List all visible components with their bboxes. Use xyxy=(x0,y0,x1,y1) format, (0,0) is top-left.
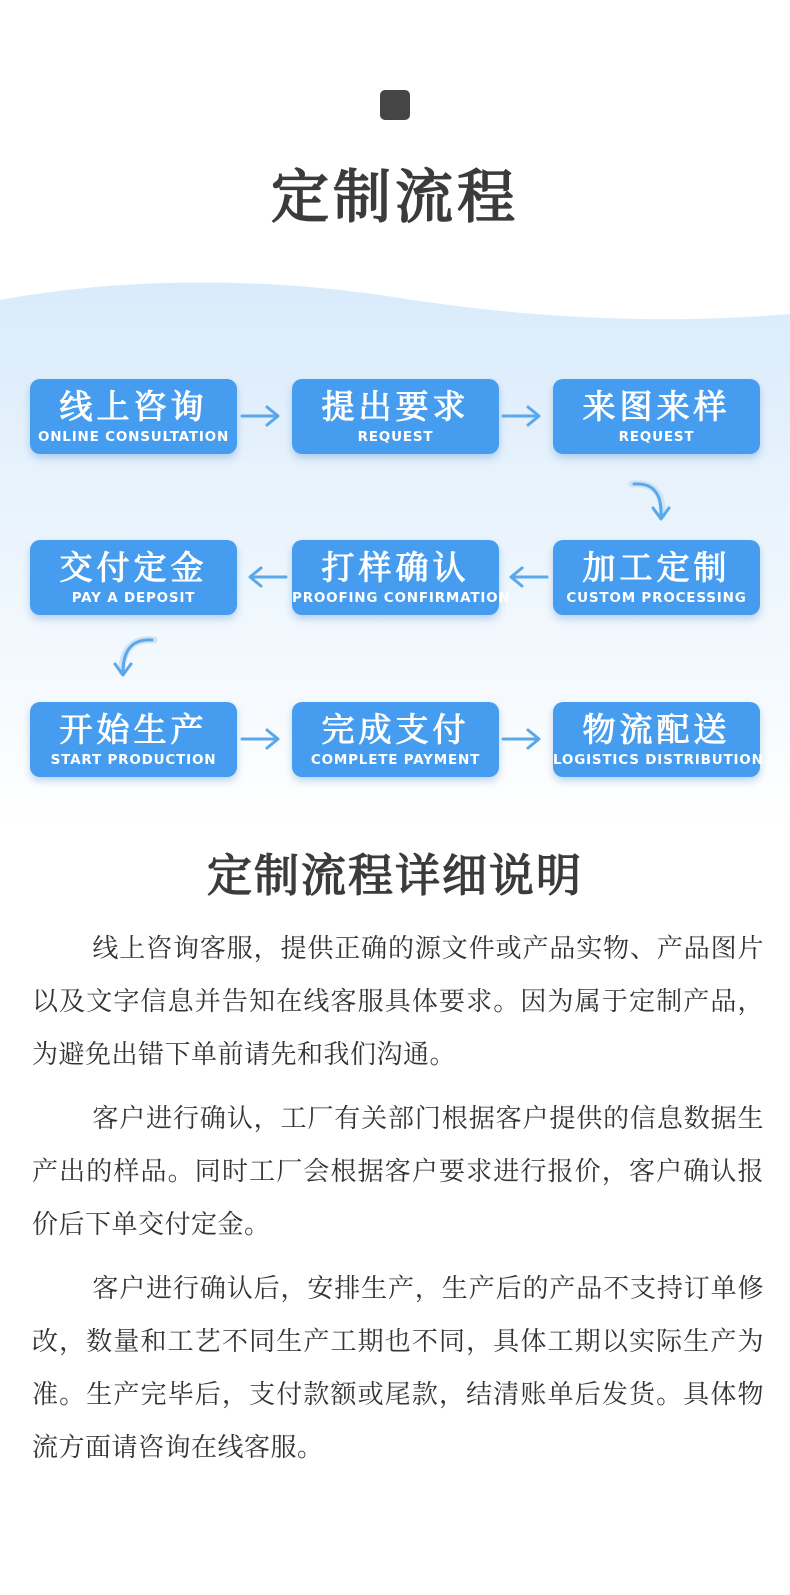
step-request[interactable] xyxy=(292,379,499,454)
step-subtitle: CUSTOM PROCESSING xyxy=(566,590,747,606)
step-subtitle: ONLINE CONSULTATION xyxy=(37,429,230,445)
page-title: 定制流程 xyxy=(270,163,519,231)
step-start-production[interactable] xyxy=(30,702,237,777)
arrow-right-icon xyxy=(240,401,288,431)
arrow-right-icon xyxy=(501,724,549,754)
arrow-right-icon xyxy=(501,401,549,431)
step-subtitle: REQUEST xyxy=(618,429,695,445)
arrow-curve-down-icon xyxy=(628,476,682,526)
step-subtitle: PROOFING CONFIRMATION xyxy=(292,590,511,606)
step-pay-deposit[interactable] xyxy=(30,540,237,615)
step-title: 交付定金 xyxy=(59,548,208,587)
square-icon xyxy=(380,90,410,120)
step-subtitle: PAY A DEPOSIT xyxy=(71,590,196,606)
step-title: 线上咨询 xyxy=(59,387,208,426)
step-subtitle: REQUEST xyxy=(357,429,434,445)
detail-paragraph: 线上咨询客服，提供正确的源文件或产品实物、产品图片以及文字信息并告知在线客服具体要求。因为属于定制产品，为避免出错下单前请先和我们沟通。 xyxy=(32,934,764,1070)
step-drawing-sample[interactable] xyxy=(553,379,760,454)
step-title: 物流配送 xyxy=(582,710,731,749)
arrow-curve-down-icon xyxy=(100,632,160,682)
step-proofing-confirmation[interactable] xyxy=(292,540,511,615)
detail-paragraph: 客户进行确认，工厂有关部门根据客户提供的信息数据生产出的样品。同时工厂会根据客户要求进行报价，客户确认报价后下单交付定金。 xyxy=(32,1104,764,1240)
step-title: 加工定制 xyxy=(582,548,731,587)
step-subtitle: COMPLETE PAYMENT xyxy=(310,752,481,768)
step-title: 提出要求 xyxy=(321,387,470,426)
arrow-left-icon xyxy=(240,562,288,592)
step-subtitle: LOGISTICS DISTRIBUTION xyxy=(553,752,764,768)
step-online-consultation[interactable] xyxy=(30,379,237,454)
step-complete-payment[interactable] xyxy=(292,702,499,777)
detail-paragraph: 客户进行确认后，安排生产，生产后的产品不支持订单修改，数量和工艺不同生产工期也不同，具体工期以实际生产为准。生产完毕后，支付款额或尾款，结清账单后发货。具体物流方面请咨询在线客服。 xyxy=(32,1274,764,1463)
step-title: 打样确认 xyxy=(321,548,470,587)
step-title: 完成支付 xyxy=(321,710,470,749)
step-title: 开始生产 xyxy=(59,710,208,749)
step-title: 来图来样 xyxy=(582,387,731,426)
step-custom-processing[interactable] xyxy=(553,540,760,615)
step-logistics-distribution[interactable] xyxy=(553,702,764,777)
step-subtitle: START PRODUCTION xyxy=(50,752,217,768)
arrow-left-icon xyxy=(501,562,549,592)
arrow-right-icon xyxy=(240,724,288,754)
section-title: 定制流程详细说明 xyxy=(206,849,583,902)
